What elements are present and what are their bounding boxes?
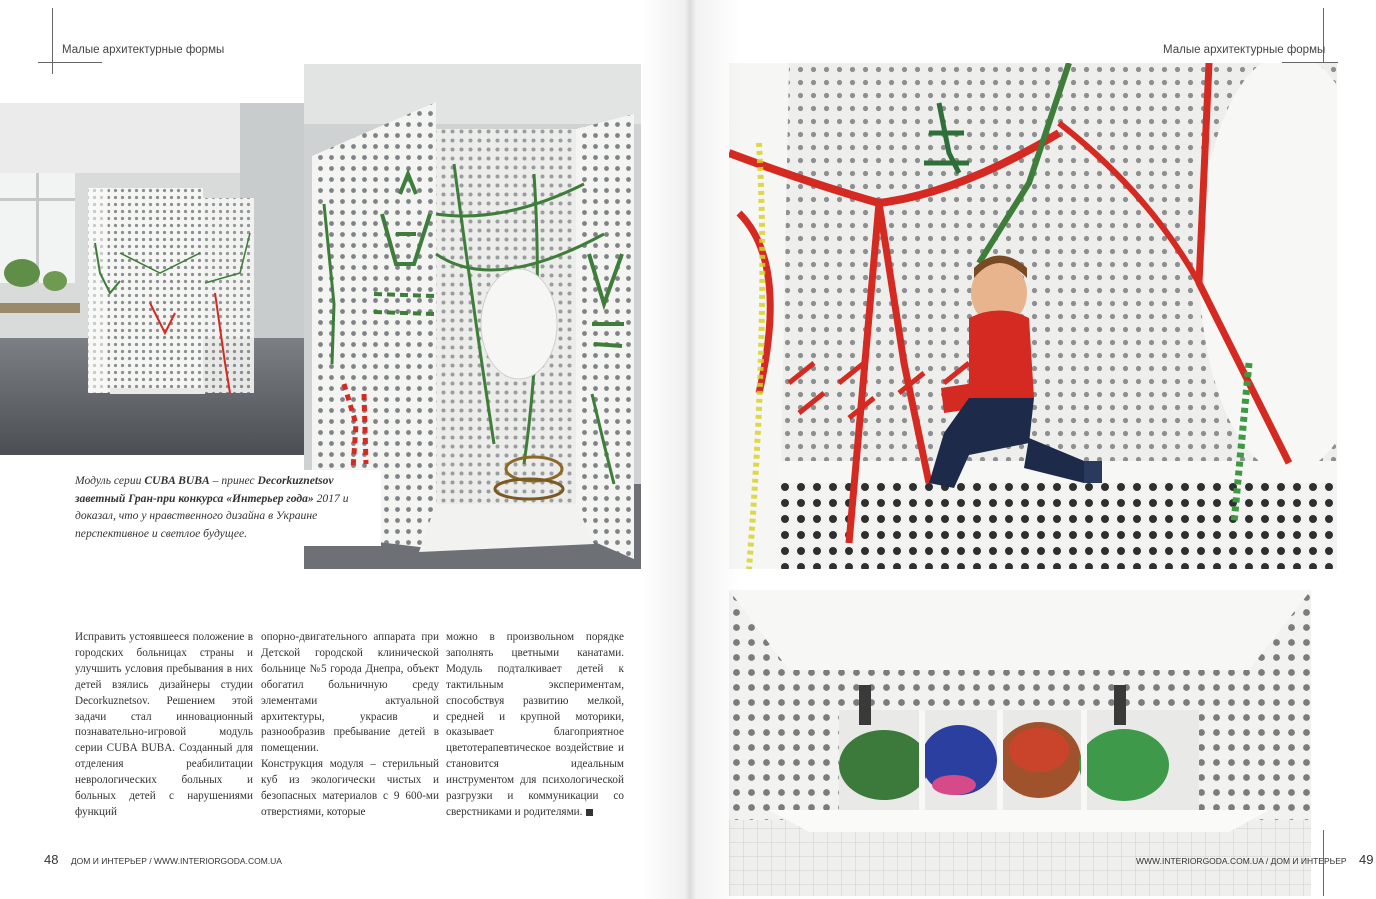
body-column-3 — [446, 630, 624, 821]
body-column-2 — [261, 630, 439, 821]
child-photo — [729, 63, 1337, 569]
body-paragraph: можно в произвольном порядке заполнять цветными канатами. Модуль подталкивает детей к тактильным экспериментам, способствуя развитию мелкой, средней и крупной моторики, оказывает благоприятное цветотерапевтическое воздействие и становится идеальным инструментом для психологической разгрузки и коммуникации со сверстниками и родителями. — [446, 631, 624, 818]
body-column-1 — [75, 630, 253, 821]
page-number: 48 — [44, 852, 59, 867]
photo-caption — [75, 470, 381, 546]
body-paragraph: Конструкция модуля – стерильный куб из экологически чистых и безопасных материалов с 9 600-ми отверстиями, которые — [261, 758, 439, 818]
caption-studio-name: Decorkuznetsov — [257, 474, 334, 487]
section-label-left: Малые архитектурные формы — [62, 44, 225, 56]
end-mark-icon — [586, 809, 593, 816]
body-paragraph: Исправить устоявшееся положение в городских больницах страны и улучшить условия пребывания в них детей взялись дизайнеры студии Decorkuznetsov. Решением этой задачи стал инновационный познавательно-игровой модуль серии CUBA BUBA. Созданный для отделения реабилитации неврологических больных и больных детей с нарушениями функций — [75, 631, 253, 818]
folio-right — [1136, 851, 1373, 869]
caption-text: – принес — [209, 474, 258, 487]
hall-photo — [0, 103, 304, 455]
caption-series-name: CUBA BUBA — [144, 474, 210, 487]
folio-left — [44, 851, 282, 869]
body-paragraph: опорно-двигательного аппарата при Детской городской клинической больнице №5 города Днепра, объект обогатил больничную среду элементами актуальной архитектуры, украсив и разнообразив пребывание детей в помещении. — [261, 631, 439, 755]
caption-text: Модуль серии — [75, 474, 145, 487]
crop-mark — [52, 8, 53, 74]
page-number: 49 — [1359, 852, 1374, 867]
caption-text: 2017 и доказал, что у нравственного дизайна в Украине перспективное и светлое будущее. — [75, 491, 349, 540]
crop-mark — [38, 62, 102, 63]
magazine-name: ДОМ И ИНТЕРЬЕР / WWW.INTERIORGODA.COM.UA — [70, 856, 282, 866]
caption-award: заветный Гран-при конкурса «Интерьер года» — [75, 491, 314, 505]
spine-shadow — [640, 0, 740, 899]
magazine-name: WWW.INTERIORGODA.COM.UA / ДОМ И ИНТЕРЬЕР — [1136, 856, 1347, 866]
section-label-right: Малые архитектурные формы — [1163, 44, 1326, 56]
